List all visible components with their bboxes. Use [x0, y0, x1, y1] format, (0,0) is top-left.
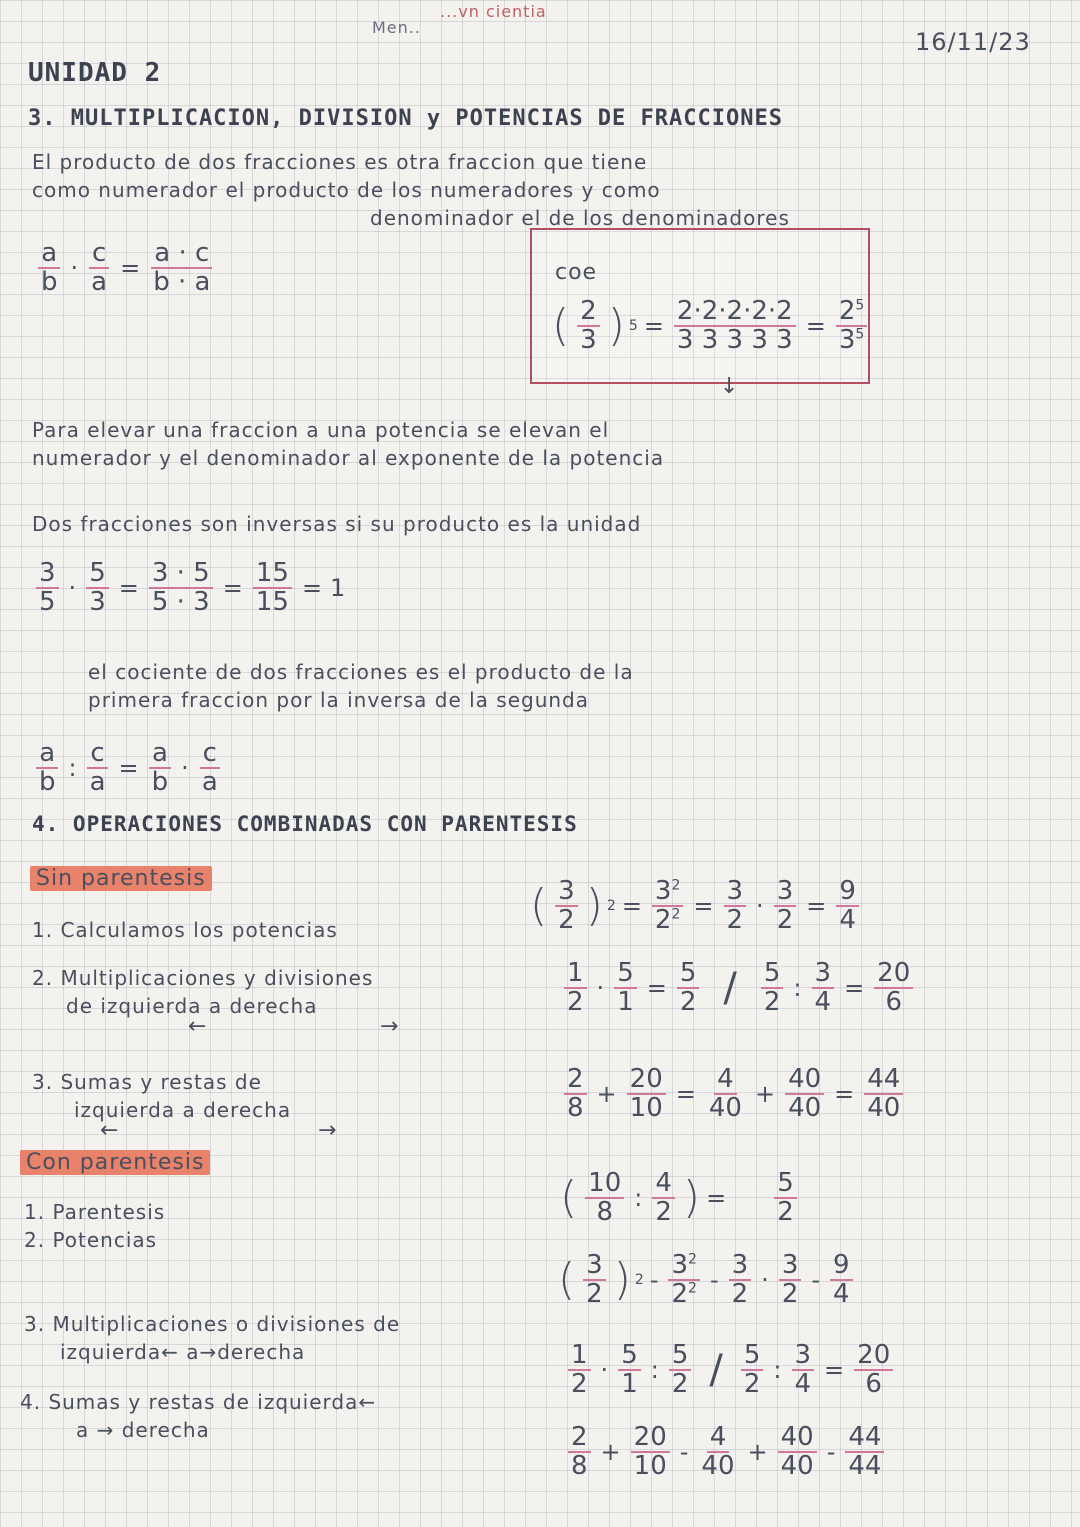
left-arrow-icon-2: ← [100, 1118, 119, 1143]
top-label: Men.. [372, 18, 421, 37]
quotient-text-1: el cociente de dos fracciones es el producto de la [88, 660, 634, 684]
left-arrow-icon: ← [188, 1014, 207, 1039]
right-arrow-icon: → [380, 1014, 399, 1039]
power-example: ( $\frac{2}{3}$ ) 5 = $\frac{2\cdot 2\cdot 2\cdot 2\cdot 2}{3 3 3 3 3}$ = $\frac{2^5}{3^5}$ [552, 298, 871, 355]
example-powers-2: ( $\frac{3}{2}$ ) 2 - $\frac{3^2}{2^2}$ - $\frac{3}{2}$ · $\frac{3}{2}$ - $\frac{9}{4}$ [558, 1252, 857, 1309]
power-text-2: numerador y el denominador al exponente de la potencia [32, 446, 665, 470]
sin-parentesis-label: Sin parentesis [30, 866, 212, 891]
step3-b: izquierda a derecha [74, 1098, 292, 1122]
down-arrow-icon: ↓ [720, 374, 739, 399]
box-label: coe [555, 260, 598, 285]
date: 16/11/23 [915, 28, 1031, 56]
con-step3-a: 3. Multiplicaciones o divisiones de [24, 1312, 401, 1336]
example-sums: $\frac{2}{8}$ + $\frac{20}{10}$ = $\frac{4}{40}$ + $\frac{40}{40}$ = $\frac{44}{40}$ [560, 1066, 907, 1123]
step1: 1. Calculamos los potencias [32, 918, 338, 942]
example-multdiv-2: $\frac{1}{2}$ · $\frac{5}{1}$ : $\frac{5}{2}$ / $\frac{5}{2}$ : $\frac{3}{4}$ = $\frac{20}{6}$ [564, 1342, 897, 1399]
con-parentesis-label: Con parentesis [20, 1150, 210, 1175]
right-arrow-icon-2: → [318, 1118, 337, 1143]
top-label-2: ...vn cientia [440, 2, 547, 21]
section3-title: 3. MULTIPLICACION, DIVISION y POTENCIAS DE FRACCIONES [28, 106, 783, 131]
product-text-2: como numerador el producto de los numeradores y como [32, 178, 661, 202]
con-step4-b: a → derecha [76, 1418, 210, 1442]
con-step4-a: 4. Sumas y restas de izquierda← [20, 1390, 377, 1414]
power-text-1: Para elevar una fraccion a una potencia se elevan el [32, 418, 610, 442]
step2-a: 2. Multiplicaciones y divisiones [32, 966, 374, 990]
step2-b: de izquierda a derecha [66, 994, 318, 1018]
quotient-text-2: primera fraccion por la inversa de la segunda [88, 688, 589, 712]
product-text-3: denominador el de los denominadores [370, 206, 790, 230]
con-step2: 2. Potencias [24, 1228, 158, 1252]
example-multdiv: $\frac{1}{2}$ · $\frac{5}{1}$ = $\frac{5}{2}$ / $\frac{5}{2}$ : $\frac{3}{4}$ = $\frac{20}{6}$ [560, 960, 917, 1017]
con-step1: 1. Parentesis [24, 1200, 166, 1224]
example-paren: ( $\frac{10}{8}$ : $\frac{4}{2}$ ) = $\frac{5}{2}$ [560, 1170, 801, 1227]
inverse-text: Dos fracciones son inversas si su producto es la unidad [32, 512, 642, 536]
formula-product: $\frac{a}{b}$ · $\frac{c}{a}$ = $\frac{a \cdot c}{b \cdot a}$ [34, 240, 217, 297]
product-text-1: El producto de dos fracciones es otra fraccion que tiene [32, 150, 648, 174]
formula-quotient: $\frac{a}{b}$ : $\frac{c}{a}$ = $\frac{a}{b}$ · $\frac{c}{a}$ [32, 740, 225, 797]
unit-title: UNIDAD 2 [28, 58, 162, 88]
example-sums-2: $\frac{2}{8}$ + $\frac{20}{10}$ - $\frac{4}{40}$ + $\frac{40}{40}$ - $\frac{44}{44}$ [564, 1424, 888, 1481]
step3-a: 3. Sumas y restas de [32, 1070, 262, 1094]
con-step3-b: izquierda← a→derecha [60, 1340, 306, 1364]
section4-title: 4. OPERACIONES COMBINADAS CON PARENTESIS [32, 812, 578, 836]
inverse-example: $\frac{3}{5}$ · $\frac{5}{3}$ = $\frac{3 \cdot 5}{5 \cdot 3}$ = $\frac{15}{15}$ = 1 [32, 560, 347, 617]
example-powers: ( $\frac{3}{2}$ ) 2 = $\frac{3^2}{2^2}$ = $\frac{3}{2}$ · $\frac{3}{2}$ = $\frac{9}{4}$ [530, 878, 863, 935]
